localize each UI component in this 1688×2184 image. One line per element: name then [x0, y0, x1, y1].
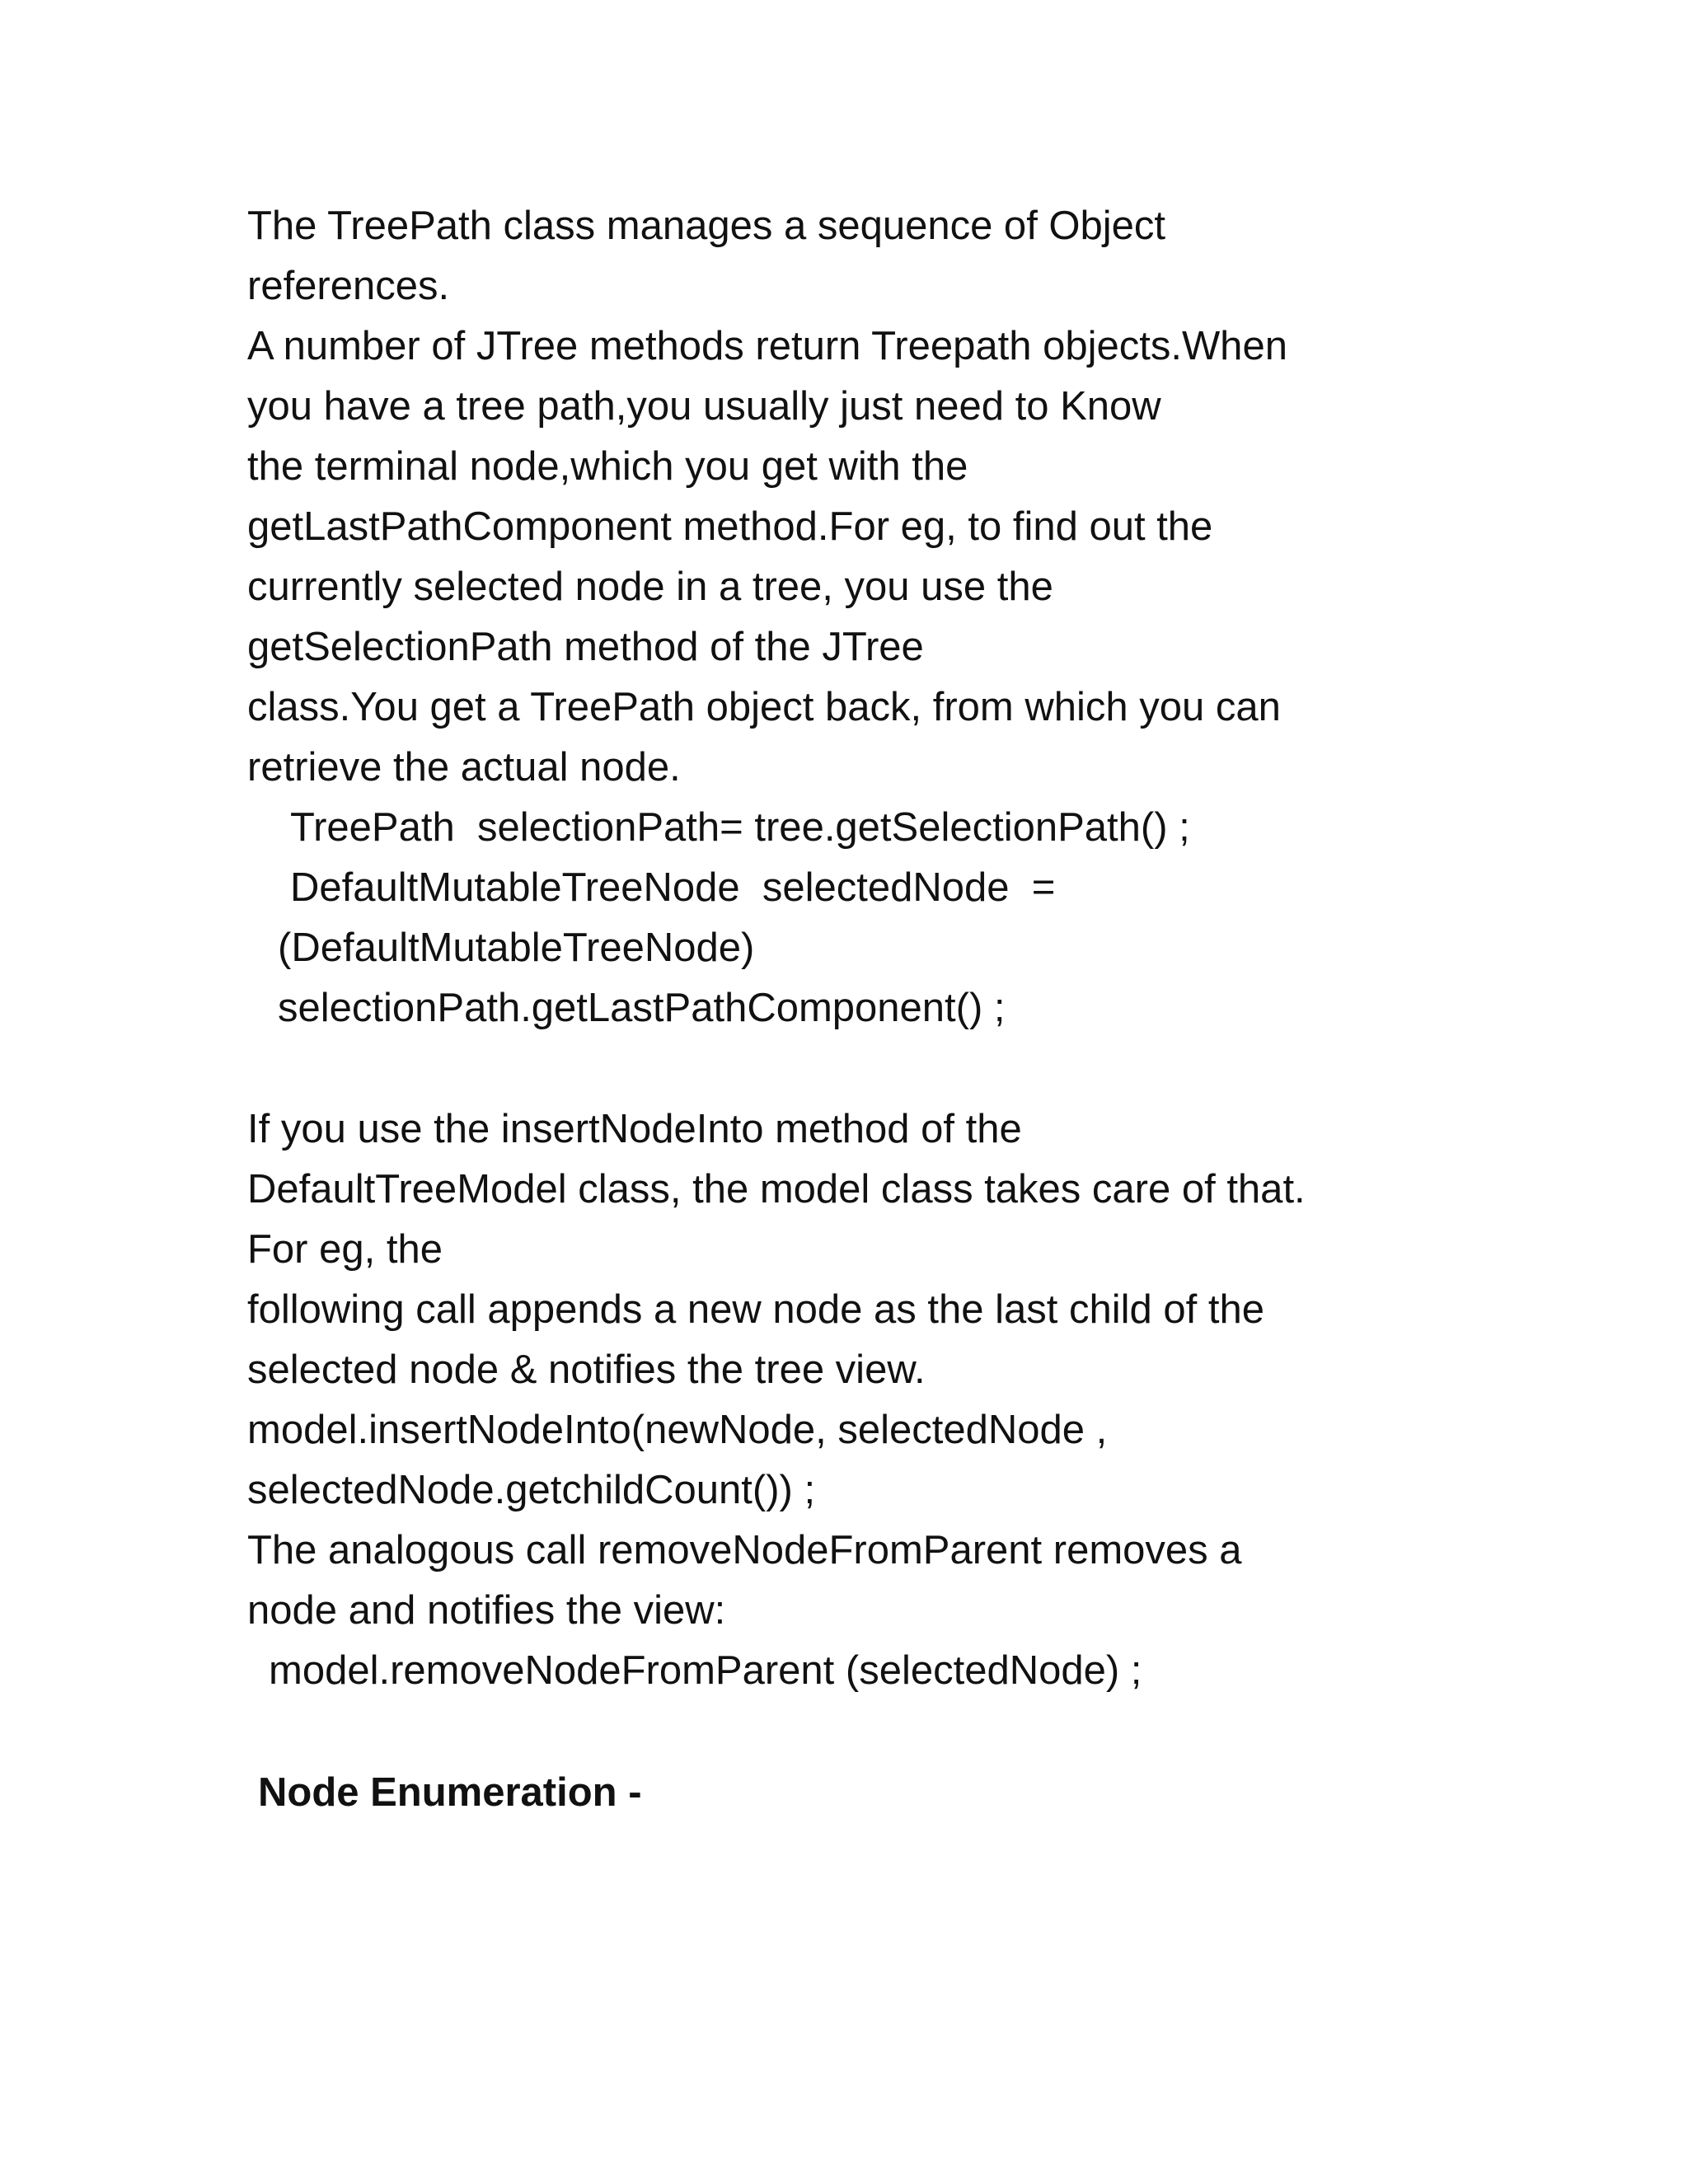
text-line: If you use the insertNodeInto method of the: [247, 1107, 1022, 1151]
text-line: For eg, the: [247, 1227, 443, 1272]
code-line: DefaultMutableTreeNode selectedNode =: [290, 865, 1056, 910]
section-heading: Node Enumeration -: [258, 1770, 642, 1815]
text-line: the terminal node,which you get with the: [247, 444, 968, 489]
text-line: getSelectionPath method of the JTree: [247, 625, 924, 669]
text-line: getLastPathComponent method.For eg, to find out the: [247, 504, 1213, 549]
text-line: class.You get a TreePath object back, from which you can: [247, 685, 1281, 729]
code-line: (DefaultMutableTreeNode): [278, 926, 755, 970]
text-line: selectedNode.getchildCount()) ;: [247, 1468, 816, 1512]
text-line: The TreePath class manages a sequence of Object: [247, 204, 1166, 248]
text-line: you have a tree path,you usually just need to Know: [247, 384, 1161, 429]
code-line: selectionPath.getLastPathComponent() ;: [278, 986, 1006, 1030]
text-line: The analogous call removeNodeFromParent removes a: [247, 1528, 1242, 1572]
text-line: references.: [247, 264, 450, 308]
text-line: model.insertNodeInto(newNode, selectedNode ,: [247, 1408, 1108, 1452]
text-line: retrieve the actual node.: [247, 745, 681, 790]
code-line: TreePath selectionPath= tree.getSelectionPath() ;: [290, 805, 1190, 850]
code-line: model.removeNodeFromParent (selectedNode) ;: [269, 1648, 1142, 1693]
text-line: A number of JTree methods return Treepath objects.When: [247, 324, 1287, 368]
text-line: DefaultTreeModel class, the model class takes care of that.: [247, 1167, 1306, 1212]
text-line: following call appends a new node as the last child of the: [247, 1287, 1264, 1332]
text-line: selected node & notifies the tree view.: [247, 1347, 926, 1392]
text-line: node and notifies the view:: [247, 1588, 726, 1633]
text-line: currently selected node in a tree, you use the: [247, 565, 1053, 609]
